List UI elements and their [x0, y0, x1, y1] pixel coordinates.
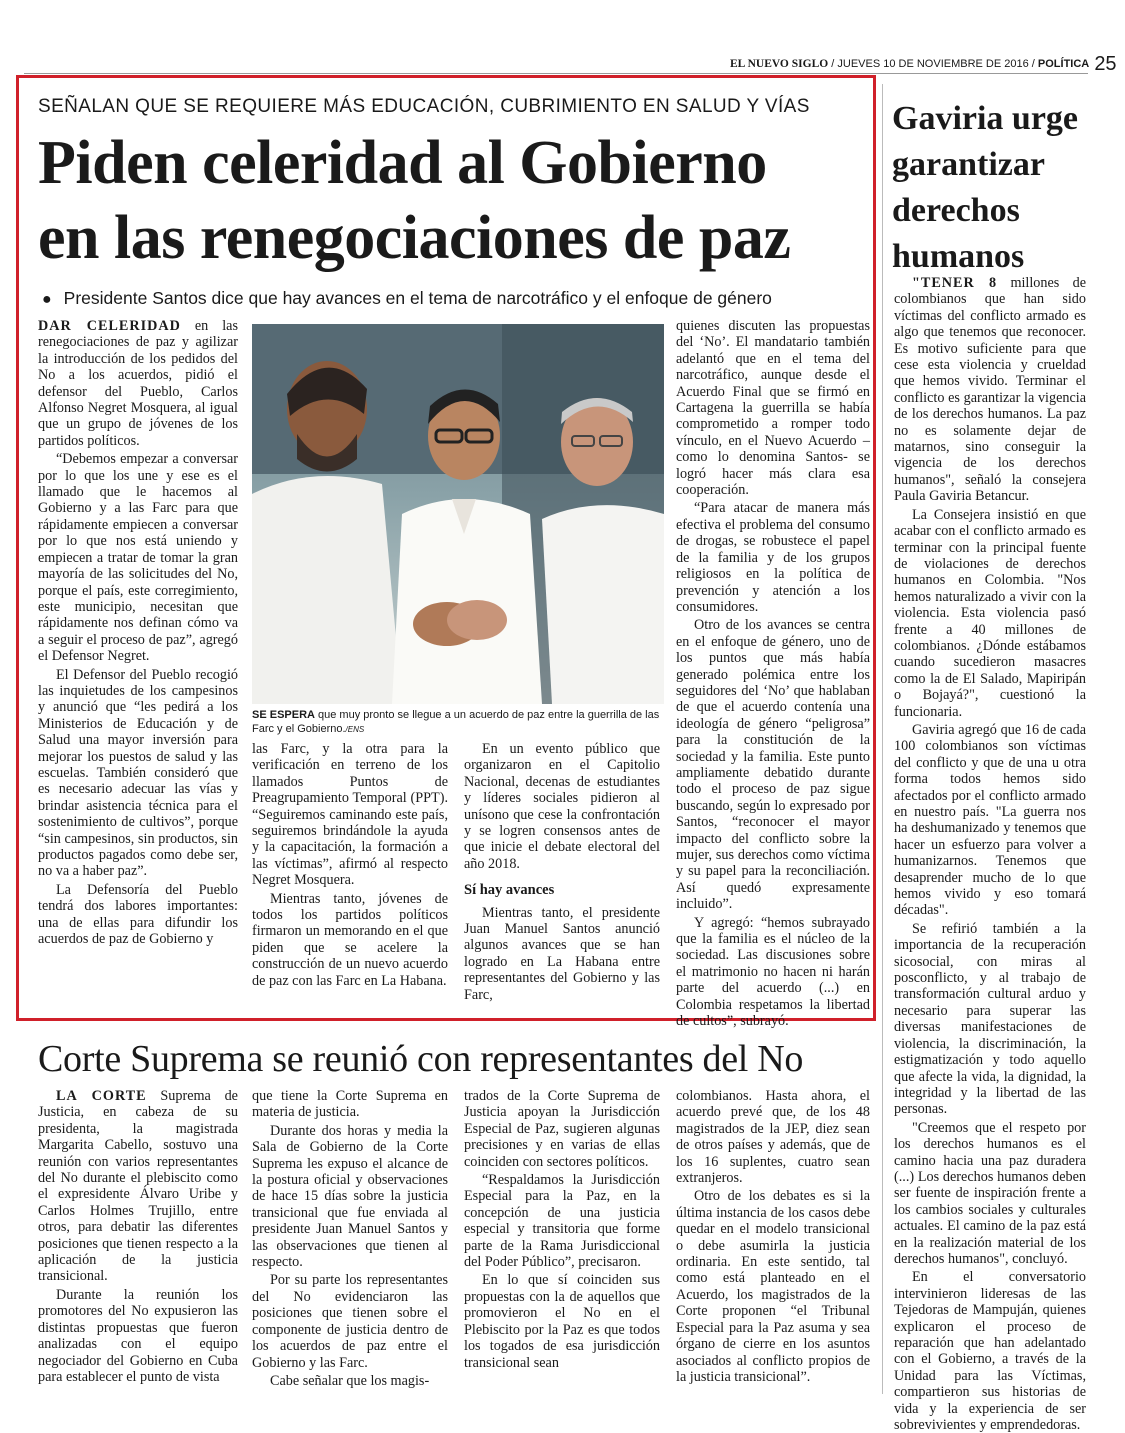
bottom-col2-p3: Por su parte los representantes del No evidenciaron las posiciones que tienen sobre el componente de justicia dentro de los acuerdos de paz entre el Gobierno y las Farc. [252, 1272, 448, 1371]
main-headline-line1: Piden celeridad al Gobierno [38, 129, 767, 197]
bottom-col2-p1: que tiene la Corte Suprema en materia de justicia. [252, 1088, 448, 1121]
main-col4-p3: Otro de los avances se centra en el enfoque de género, uno de los puntos que más había generado polémica entre los seguidores del ‘No’ que hablaban de que el acuerdo contenía una ideología de género “peligrosa” para la constitución de la sociedad y la familia. Este punto ampliamente debatido durante todo el proceso de paz sigue buscando, según lo expresado por Santos, “reconocer el mayor impacto del conflicto sobre la mujer, sus derechos como víctima y su papel para la reconciliación. Así quedó expresamente incluido”. [676, 617, 870, 913]
side-p1: millones de colombianos que han sido víctimas del conflicto armado es algo que tenemos que reconocer. Es motivo suficiente para que cese esta violencia y crueldad que hemos vivido. Terminar el conflicto es garantizar la vigencia de los derechos humanos. La paz no es solamente dejar de matarnos, sino conseguir la vigencia de los derechos humanos", señaló la consejera Paula Gaviria Betancur. [894, 275, 1086, 505]
folio-page-number: 25 [1094, 53, 1117, 75]
bottom-column-2 [252, 1088, 448, 1398]
page-folio [730, 50, 1117, 75]
main-subhead-text: Presidente Santos dice que hay avances en el tema de narcotráfico y el enfoque de género [63, 288, 772, 308]
caption-text: que muy pronto se llegue a un acuerdo de paz entre la guerrilla de las Farc y el Gobierno. [252, 709, 660, 735]
side-headline-line3: derechos [892, 192, 1020, 229]
side-headline-line4: humanos [892, 238, 1025, 275]
main-kicker: SEÑALAN QUE SE REQUIERE MÁS EDUCACIÓN, CUBRIMIENTO EN SALUD Y VÍAS [38, 96, 810, 117]
bottom-col4-p1: colombianos. Hasta ahora, el acuerdo prevé que, de los 48 magistrados de la JEP, diez sean de otros países y además, que de los 16 suplentes, cuatro sean extranjeros. [676, 1088, 870, 1187]
main-col4-p2: “Para atacar de manera más efectiva el problema del consumo de drogas, se robustece el papel de la familia y de los grupos religiosos en la política de prevención y atención a los consumidores. [676, 500, 870, 615]
bottom-col3-p1: trados de la Corte Suprema de Justicia apoyan la Jurisdicción Especial de Paz, sugieren algunas precisiones y en varias de ellas coinciden con sectores políticos. [464, 1088, 660, 1170]
folio-date: / JUEVES 10 DE NOVIEMBRE DE 2016 / [831, 58, 1035, 70]
side-p3: Gaviria agregó que 16 de cada 100 colombianos son víctimas del conflicto y que de una u otra forma todos hemos sido afectados por el conflicto armado en nuestro país. "La guerra nos ha deshumanizado y tenemos que hacer un esfuerzo para volver a humanizarnos. Tenemos que desaprender mucho de lo que hemos vivido y eso tomará décadas". [894, 721, 1086, 919]
main-subhead [42, 288, 862, 309]
bottom-lead-words: LA CORTE [56, 1088, 147, 1104]
side-p5: "Creemos que el respeto por los derechos humanos es el camino hacia una paz duradera (...) Los derechos humanos deben ser fuente de inspiración frente a los cambios sociales y culturales actuales. El camino de la paz está en la realización material de los derechos humanos", concluyó. [894, 1119, 1086, 1267]
bottom-col4-p2: Otro de los debates es si la última instancia de los casos debe quedar en el modelo transicional o debe asumirla la justicia ordinaria. En este sentido, tal como está planteado en el Acuerdo, los magistrados de la Corte proponen “el Tribunal Especial para la Paz asuma y sea órgano de cierre en los asuntos asociados al conflicto propios de la justicia transicional”. [676, 1188, 870, 1385]
main-column-1 [38, 318, 238, 1006]
main-headline-line2: en las renegociaciones de paz [38, 204, 791, 272]
main-col4-p4: Y agregó: “hemos subrayado que la familia es el núcleo de la sociedad. Las discusiones sobre el matrimonio no hacen ni harán parte del acuerdo (...) en Colombia respetamos la libertad de cultos”, subrayó. [676, 914, 870, 1030]
side-headline-line2: garantizar [892, 146, 1045, 183]
side-p4: Se refirió también a la importancia de la recuperación sicosocial, con miras al posconflicto, y al trabajo de transformación cultural arduo y necesario para superar las diversas manifestaciones de violencia, la discriminación, la estigmatización y todo aquello que afecte la vida, la dignidad, la integridad y la libertad de las personas. [894, 920, 1086, 1118]
folio-section: POLÍTICA [1037, 58, 1090, 70]
caption-lead: SE ESPERA [252, 709, 315, 721]
main-lead-words: DAR CELERIDAD [38, 318, 181, 334]
photo-credit: /ENS [345, 725, 365, 734]
main-column-2 [252, 741, 448, 1005]
side-p2: La Consejera insistió en que acabar con el conflicto armado es terminar con la principal fuente de violaciones de derechos humanos en Colombia. "Nos hemos naturalizado a vivir con la violencia. Esta violencia pasó frente a 40 millones de colombianos. ¿Dónde estábamos cuando sucedieron masacres como la de El Salado, Mapiripán o Bojayá?", cuestionó la funcionaria. [894, 506, 1086, 720]
folio-rule [24, 73, 1088, 74]
main-col1-p4: La Defensoría del Pueblo tendrá dos labores importantes: una de ellas para difundir los acuerdos de paz de Gobierno y [38, 881, 238, 948]
main-col1-p2: “Debemos empezar a conversar por lo que los une y ese es el llamado que le hacemos al Gobierno y a las Farc para que rápidamente empiecen a conversar por lo que nos está uniendo y empiecen a tratar de tomar la gran mayoría de las solicitudes del No, porque el país, este corregimiento, este municipio, necesitan que rápidamente nos definan cómo va a seguir el proceso de paz”, agregó el Defensor Negret. [38, 451, 238, 665]
main-col2-p1: las Farc, y la otra para la verificación en terreno de los llamados Puntos de Preagrupamiento Temporal (PPT). “Seguiremos caminando este país, seguiremos brindándole la ayuda y la capacitación, la formación a las víctimas”, afirmó al respecto Negret Mosquera. [252, 741, 448, 889]
main-column-4 [676, 318, 870, 1030]
side-headline-line1: Gaviria urge [892, 100, 1079, 137]
side-headline [892, 96, 1092, 280]
bullet-icon: ● [42, 291, 52, 308]
bottom-col3-p2: “Respaldamos la Jurisdicción Especial para la Paz, en la concepción de una justicia especial y transitoria que forme parte de la Rama Jurisdiccional del Poder Público”, precisaron. [464, 1172, 660, 1271]
side-column-rule [882, 84, 883, 1394]
main-col2-p2: Mientras tanto, jóvenes de todos los partidos políticos firmaron un memorando en el que piden que se acelere la construcción de un nuevo acuerdo de paz con las Farc en La Habana. [252, 890, 448, 989]
main-column-3 [464, 741, 660, 1005]
photo-caption [252, 708, 664, 737]
main-col1-p1: en las renegociaciones de paz y agilizar la introducción de los pedidos del No a los acuerdos, pidió el defensor del Pueblo, Carlos Alfonso Negret Mosquera, al igual que un grupo de jóvenes de los partidos políticos. [38, 318, 238, 449]
main-photo [252, 324, 664, 704]
main-col4-p1: quienes discuten las propuestas del ‘No’. El mandatario también adelantó que en el tema del narcotráfico, aunque desde el Acuerdo Final que se firmó en Cartagena la guerrilla se había comprometido a romper todo vínculo, en el Nuevo Acuerdo –como lo denomina Santos- se logró hacer más clara esa cooperación. [676, 318, 870, 499]
main-col3-p2: Mientras tanto, el presidente Juan Manuel Santos anunció algunos avances que se han logrado en La Habana entre representantes del Gobierno y las Farc, [464, 904, 660, 1003]
bottom-col1-p2: Durante la reunión los promotores del No expusieron las distintas propuestas que fueron analizadas con el equipo negociador del Gobierno en Cuba para establecer el punto de vista [38, 1286, 238, 1385]
side-lead-words: "TENER 8 [912, 275, 998, 291]
bottom-column-4 [676, 1088, 870, 1398]
main-col3-p1: En un evento público que organizaron en el Capitolio Nacional, decenas de estudiantes y líderes sociales pidieron al unísono que cese la confrontación y se logren consensos antes de que inicie el debate electoral del año 2018. [464, 741, 660, 872]
bottom-headline: Corte Suprema se reunió con representantes del No [38, 1038, 804, 1080]
folio-paper: EL NUEVO SIGLO [730, 58, 829, 70]
bottom-column-3 [464, 1088, 660, 1398]
side-body [894, 275, 1086, 1433]
bottom-col1-p1: Suprema de Justicia, en cabeza de su presidenta, la magistrada Margarita Cabello, sostuvo una reunión con varios representantes del No durante el plebiscito como el expresidente Álvaro Uribe y Carlos Holmes Trujillo, entre otros, para debatir las diferentes posiciones que tienen respecto a la aplicación de la justicia transicional. [38, 1088, 238, 1285]
bottom-column-1 [38, 1088, 238, 1398]
main-col3-subtitle: Sí hay avances [464, 882, 555, 899]
photo-illustration [252, 324, 664, 704]
bottom-col3-p3: En lo que sí coinciden sus propuestas con la de aquellos que promovieron el No en el Plebiscito por la Paz es que todos los togados de esa jurisdicción transicional sean [464, 1272, 660, 1371]
bottom-col2-p2: Durante dos horas y media la Sala de Gobierno de la Corte Suprema les expuso el alcance de la postura oficial y observaciones de hace 15 días sobre la justicia transicional que fue enviada al presidente Juan Manuel Santos y las observaciones que tienen al respecto. [252, 1122, 448, 1271]
side-p6: En el conversatorio intervinieron lideresas de las Tejedoras de Mampuján, quienes explicaron el proceso de reparación que han adelantado con el Gobierno, a través de la Unidad para las Víctimas, compartieron sus historias de vida y la experiencia de ser sobrevivientes y emprendedoras. [894, 1269, 1086, 1433]
main-col1-p3: El Defensor del Pueblo recogió las inquietudes de los campesinos y anunció que “les pedirá a los Ministerios de Educación y de Salud una mayor inversión para mejorar los puestos de salud y las escuelas. También consideró que es necesario adecuar las vías y brindar asistencia técnica para el sostenimiento de cultivos”, porque “sin campesinos, sin productos, sin productos pagados como debe ser, no va a haber paz”. [38, 666, 238, 880]
bottom-col2-p4: Cabe señalar que los magis- [270, 1372, 430, 1389]
